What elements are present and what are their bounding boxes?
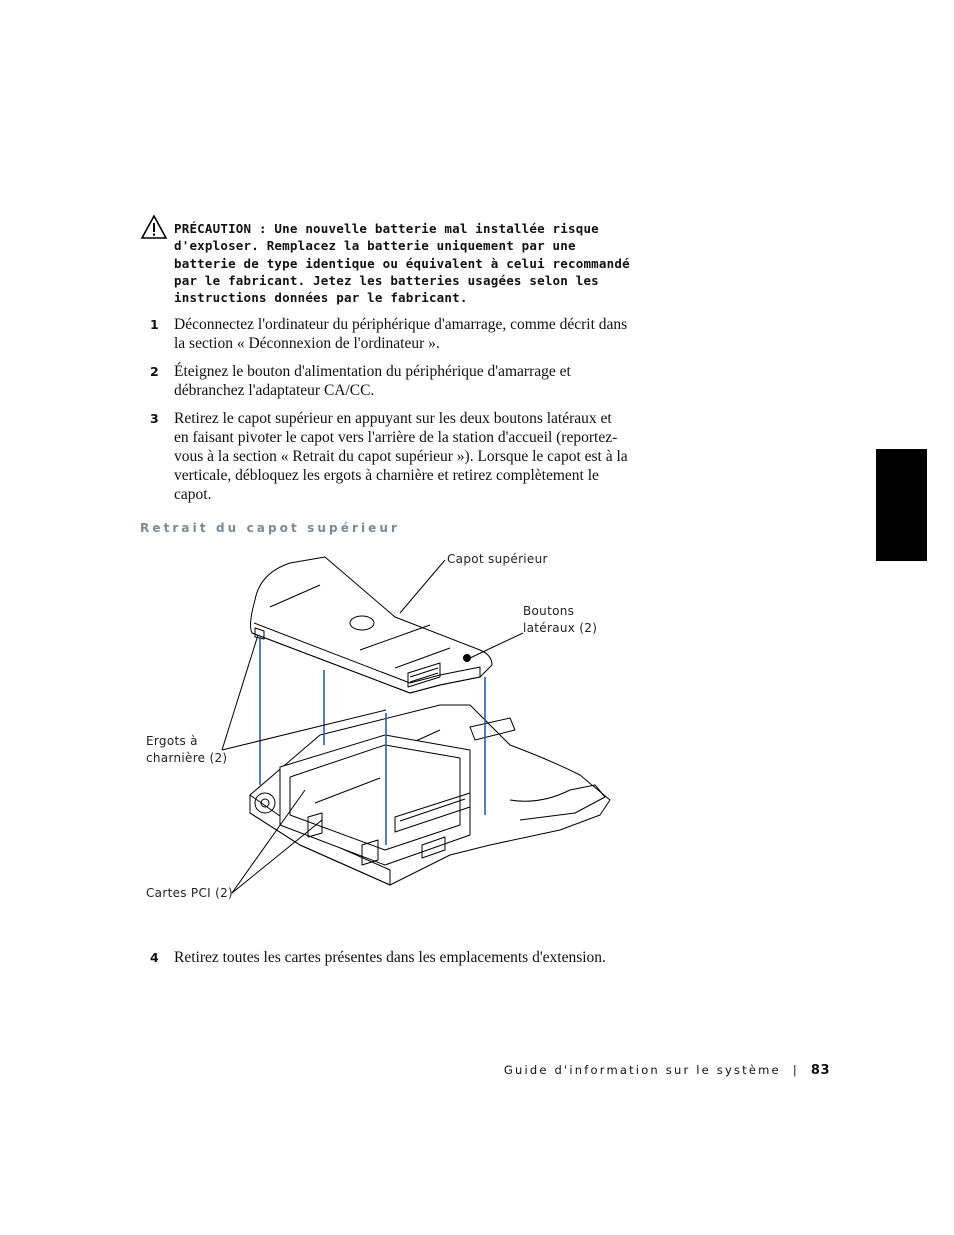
step-text: Retirez le capot supérieur en appuyant sur les deux boutons latéraux et en faisant pivoter le capot vers l'arrière de la station d'accueil (reportez-vous à la section « Retrait du capot supérieur »). Lorsque le capot est à la verticale, débloquez les ergots à charnière et retirez complètement le capot.	[174, 410, 628, 503]
docking-station-illustration	[140, 545, 630, 910]
page-number: 83	[810, 1063, 830, 1078]
callout-side-buttons-line2: latéraux (2)	[523, 621, 598, 635]
step-text: Retirez toutes les cartes présentes dans les emplacements d'extension.	[174, 949, 606, 966]
callout-side-buttons	[523, 603, 597, 637]
caution-text: PRÉCAUTION : Une nouvelle batterie mal installée risque d'exploser. Remplacez la batterie uniquement par une batterie de type identique ou équivalent à celui recommandé par le fabricant. Jetez les batteries usagées selon les instructions données par le fabricant.	[174, 221, 630, 306]
top-cover-drawing	[251, 557, 492, 693]
page-footer	[470, 1063, 830, 1078]
step-text: Déconnectez l'ordinateur du périphérique d'amarrage, comme décrit dans la section « Déconnexion de l'ordinateur ».	[174, 316, 628, 352]
callout-side-buttons-line1: Boutons	[523, 604, 575, 618]
callout-top-cover: Capot supérieur	[447, 552, 548, 566]
section-thumb-tab	[876, 449, 927, 561]
callout-hinge-tabs	[146, 733, 227, 767]
step-text: Éteignez le bouton d'alimentation du périphérique d'amarrage et débranchez l'adaptateur CA/CC.	[174, 363, 571, 399]
footer-separator: |	[792, 1063, 799, 1077]
callout-pci-cards: Cartes PCI (2)	[146, 886, 233, 900]
step-number: 4	[150, 950, 159, 965]
step-number: 2	[150, 364, 159, 379]
footer-title: Guide d'information sur le système	[503, 1063, 781, 1077]
callout-hinge-tabs-line2: charnière (2)	[146, 751, 228, 765]
figure-caption: Retrait du capot supérieur	[140, 521, 401, 535]
docking-base-drawing	[250, 705, 610, 885]
step-number: 3	[150, 411, 159, 426]
step-number: 1	[150, 317, 159, 332]
warning-triangle-icon	[140, 214, 168, 240]
callout-hinge-tabs-line1: Ergots à	[146, 734, 198, 748]
